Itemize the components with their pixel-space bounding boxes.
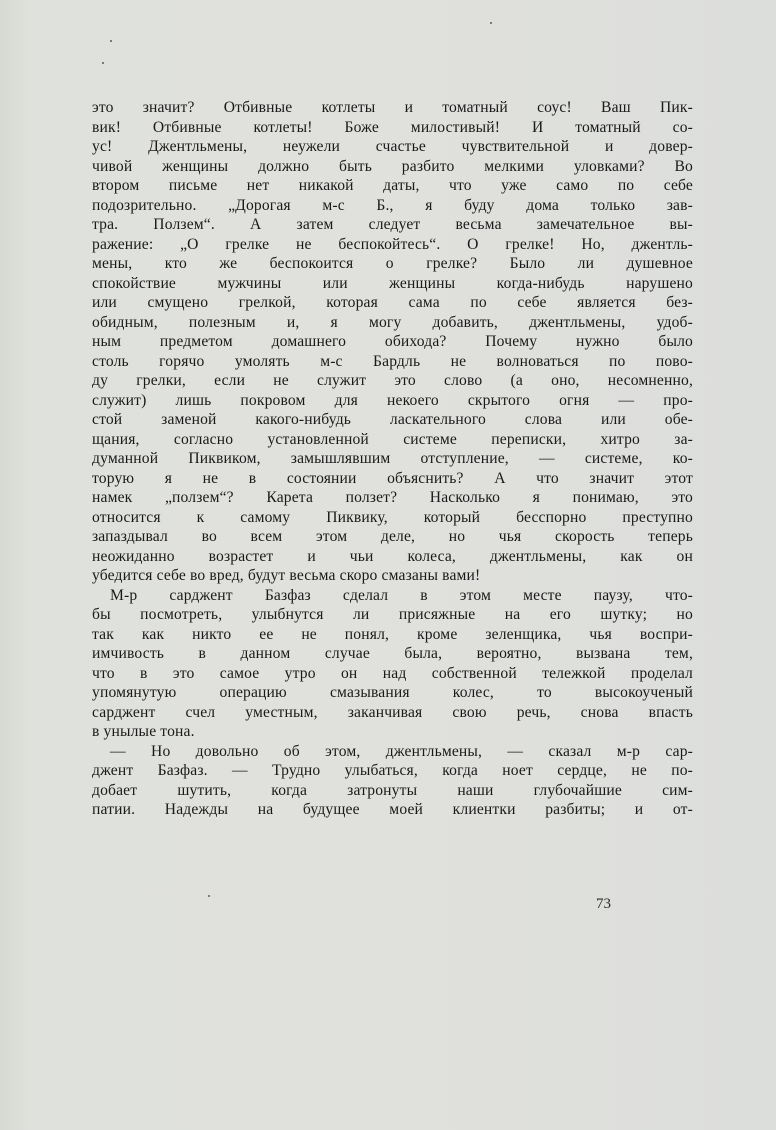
text-line: ду грелки, если не служит это слово (а оно, несомненно, <box>92 372 693 389</box>
body-text <box>92 98 693 820</box>
text-line: втором письме нет никакой даты, что уже само по себе <box>92 177 693 194</box>
text-line: так как никто ее не понял, кроме зеленщика, чья воспри- <box>92 625 693 643</box>
text-line: столь горячо умолять м-с Бардль не волноваться по пово- <box>92 352 693 370</box>
text-line: спокойствие мужчины или женщины когда-нибудь нарушено <box>92 274 693 292</box>
page-number: 73 <box>596 896 611 912</box>
text-line: ражение: „О грелке не беспокойтесь“. О грелке! Но, джентль- <box>92 235 693 253</box>
text-line: это значит? Отбивные котлеты и томатный соус! Ваш Пик- <box>92 99 693 116</box>
text-line: намек „ползем“? Карета ползет? Насколько я понимаю, это <box>92 489 693 506</box>
text-line: подозрительно. „Дорогая м-с Б., я буду дома только зав- <box>92 196 693 214</box>
text-line: запаздывал во всем этом деле, но чья скорость теперь <box>92 528 693 545</box>
text-line: относится к самому Пиквику, который бесспорно преступно <box>92 508 693 526</box>
text-line: тра. Ползем“. А затем следует весьма замечательное вы- <box>92 216 693 233</box>
paper-speck <box>490 22 492 24</box>
text-line: добает шутить, когда затронуты наши глубочайшие сим- <box>92 781 693 799</box>
text-line: имчивость в данном случае была, вероятно, вызвана тем, <box>92 645 693 662</box>
text-line: в унылые тона. <box>92 723 195 740</box>
text-line: убедится себе во вред, будут весьма скоро смазаны вами! <box>92 567 481 584</box>
text-line: стой заменой какого-нибудь ласкательного слова или обе- <box>92 411 693 428</box>
text-line: ным предметом домашнего обихода? Почему нужно было <box>92 333 693 350</box>
text-line: неожиданно возрастет и чьи колеса, джентльмены, как он <box>92 547 693 565</box>
paper-speck <box>208 895 210 897</box>
text-line: сарджент счел уместным, заканчивая свою речь, снова впасть <box>92 703 693 721</box>
text-line: ус! Джентльмены, неужели счастье чувствительной и довер- <box>92 138 693 155</box>
text-line: обидным, полезным и, я могу добавить, джентльмены, удоб- <box>92 313 693 331</box>
text-line: щания, согласно установленной системе переписки, хитро за- <box>92 430 693 448</box>
text-line: патии. Надежды на будущее моей клиентки разбиты; и от- <box>92 801 693 818</box>
text-line: служит) лишь покровом для некоего скрытого огня — про- <box>92 391 693 409</box>
text-line: мены, кто же беспокоится о грелке? Было ли душевное <box>92 255 693 272</box>
text-line: бы посмотреть, улыбнутся ли присяжные на его шутку; но <box>92 606 693 623</box>
text-line: джент Базфаз. — Трудно улыбаться, когда ноет сердце, не по- <box>92 762 693 779</box>
text-line: или смущено грелкой, которая сама по себе является без- <box>92 294 693 311</box>
text-line: — Но довольно об этом, джентльмены, — сказал м-р сар- <box>110 742 693 760</box>
text-line: вик! Отбивные котлеты! Боже милостивый! И томатный со- <box>92 118 693 136</box>
text-line: М-р сарджент Базфаз сделал в этом месте паузу, что- <box>110 586 693 604</box>
text-line: упомянутую операцию смазывания колес, то высокоученый <box>92 684 693 701</box>
text-line: думанной Пиквиком, замышлявшим отступление, — системе, ко- <box>92 450 693 467</box>
text-line: чивой женщины должно быть разбито мелкими уловками? Во <box>92 157 693 175</box>
text-line: торую я не в состоянии объяснить? А что значит этот <box>92 469 693 487</box>
paper-speck <box>110 40 112 42</box>
text-line: что в это самое утро он над собственной тележкой проделал <box>92 664 693 682</box>
paper-speck <box>102 62 104 64</box>
